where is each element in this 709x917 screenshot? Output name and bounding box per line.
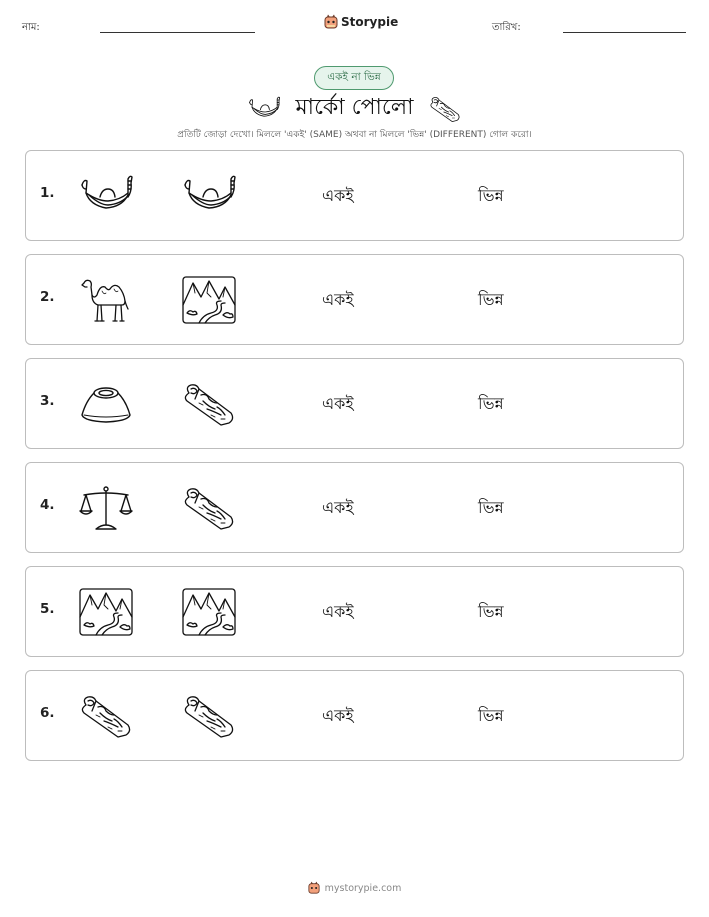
map-scroll-icon <box>181 379 237 429</box>
same-option[interactable]: একই <box>322 706 354 725</box>
row-number: 1. <box>40 185 55 201</box>
title-row <box>0 90 709 127</box>
name-label: নাম: <box>22 22 40 33</box>
row-number: 2. <box>40 289 55 305</box>
scales-icon <box>78 483 134 533</box>
map-scroll-icon <box>181 483 237 533</box>
date-label: তারিখ: <box>492 22 521 33</box>
footer <box>0 881 709 895</box>
exercise-row <box>25 150 684 241</box>
bowl-icon <box>78 379 134 429</box>
same-option[interactable]: একই <box>322 602 354 621</box>
mountains-icon <box>181 587 237 637</box>
logo-text: Storypie <box>341 15 399 29</box>
same-option[interactable]: একই <box>322 186 354 205</box>
different-option[interactable]: ভিন্ন <box>478 290 504 309</box>
row-number: 3. <box>40 393 55 409</box>
map-scroll-icon <box>428 94 462 124</box>
mountains-icon <box>181 275 237 325</box>
gondola-icon <box>181 171 237 221</box>
storypie-mascot-icon <box>324 14 338 30</box>
row-number: 5. <box>40 601 55 617</box>
storypie-logo <box>324 14 398 30</box>
storypie-mascot-icon <box>308 881 320 895</box>
worksheet-type-badge: একই না ভিন্ন <box>314 66 394 90</box>
exercise-row <box>25 254 684 345</box>
map-scroll-icon <box>181 691 237 741</box>
same-option[interactable]: একই <box>322 394 354 413</box>
instructions: প্রতিটি জোড়া দেখো। মিললে 'একই' (SAME) অথবা না মিললে 'ভিন্ন' (DIFFERENT) গোল করো। <box>177 130 532 140</box>
same-option[interactable]: একই <box>322 290 354 309</box>
different-option[interactable]: ভিন্ন <box>478 706 504 725</box>
footer-url[interactable]: mystorypie.com <box>324 882 402 894</box>
exercise-row <box>25 566 684 657</box>
exercise-row <box>25 462 684 553</box>
exercise-row <box>25 358 684 449</box>
gondola-icon <box>247 94 281 124</box>
name-field-line[interactable] <box>100 32 255 33</box>
exercise-row <box>25 670 684 761</box>
row-number: 6. <box>40 705 55 721</box>
row-number: 4. <box>40 497 55 513</box>
gondola-icon <box>78 171 134 221</box>
different-option[interactable]: ভিন্ন <box>478 394 504 413</box>
date-field-line[interactable] <box>563 32 686 33</box>
map-scroll-icon <box>78 691 134 741</box>
page-title: মার্কো পোলো <box>295 95 414 120</box>
different-option[interactable]: ভিন্ন <box>478 186 504 205</box>
same-option[interactable]: একই <box>322 498 354 517</box>
camel-icon <box>78 275 134 325</box>
different-option[interactable]: ভিন্ন <box>478 498 504 517</box>
different-option[interactable]: ভিন্ন <box>478 602 504 621</box>
mountains-icon <box>78 587 134 637</box>
